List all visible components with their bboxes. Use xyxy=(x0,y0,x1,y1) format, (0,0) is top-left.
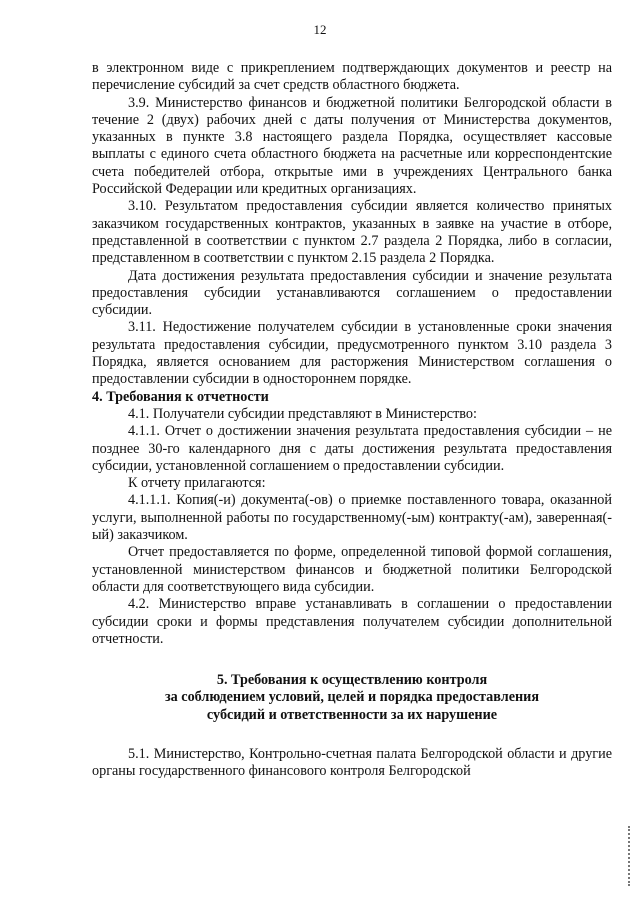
paragraph: Отчет предоставляется по форме, определенной типовой формой соглашения, установленной министерством финансов и бюджетной политики Белгородской области для соответствующего вида субсидии. xyxy=(92,544,612,595)
paragraph: К отчету прилагаются: xyxy=(128,475,266,492)
section-heading xyxy=(92,672,612,724)
paragraph: 4.2. Министерство вправе устанавливать в соглашении о предоставлении субсидии сроки и формы представления получателем субсидии дополнительной отчетности. xyxy=(92,596,612,647)
section-heading-line: 5. Требования к осуществлению контроля xyxy=(216,672,488,689)
page-number: 12 xyxy=(313,22,327,37)
section-heading-line: субсидий и ответственности за их нарушение xyxy=(206,706,498,723)
paragraph: 3.9. Министерство финансов и бюджетной политики Белгородской области в течение 2 (двух) рабочих дней с даты получения от Министерства документов, указанных в пункте 3.8 настоящего раздела Порядка, осуществляет кассовые выплаты с единого счета областного бюджета на расчетные или корреспондентские счета победителей отбора, открытые ими в учреждениях Центрального банка Российской Федерации или кредитных организациях. xyxy=(92,94,612,198)
paragraph: 4.1. Получатели субсидии представляют в Министерство: xyxy=(128,405,477,422)
paragraph: 3.10. Результатом предоставления субсидии является количество принятых заказчиком государственных контрактов, указанных в заявке на участие в отборе, представленной в соответствии с пунктом 2.7 раздела 2 Порядка, либо в согласии, представленном в соответствии с пунктом 2.15 раздела 2 Порядка. xyxy=(92,198,612,267)
paragraph: 5.1. Министерство, Контрольно-счетная палата Белгородской области и другие органы государственного финансового контроля Белгородской xyxy=(92,745,612,780)
paragraph: 4.1.1. Отчет о достижении значения результата предоставления субсидии – не позднее 30-го календарного дня с даты достижения результата предоставления субсидии, установленной соглашением о предоставлении субсидии. xyxy=(92,423,612,474)
paragraph: 4.1.1.1. Копия(-и) документа(-ов) о приемке поставленного товара, оказанной услуги, выполненной работы по государственному(-ым) контракту(-ам), заверенная(-ый) заказчиком. xyxy=(92,492,612,544)
section-heading-line: за соблюдением условий, целей и порядка предоставления xyxy=(164,689,540,706)
section-heading: 4. Требования к отчетности xyxy=(92,388,269,405)
paragraph: в электронном виде с прикреплением подтверждающих документов и реестр на перечисление субсидий за счет средств областного бюджета. xyxy=(92,60,612,94)
scan-edge-mark xyxy=(628,826,638,886)
document-body xyxy=(92,60,612,781)
paragraph: Дата достижения результата предоставления субсидии и значение результата предоставления субсидии устанавливаются соглашением о предоставлении субсидии. xyxy=(92,267,612,319)
paragraph: 3.11. Недостижение получателем субсидии в установленные сроки значения результата предоставления субсидии, предусмотренного пунктом 3.10 раздела 3 Порядка, является основанием для расторжения Министерством соглашения о предоставлении субсидии в одностороннем порядке. xyxy=(92,319,612,388)
